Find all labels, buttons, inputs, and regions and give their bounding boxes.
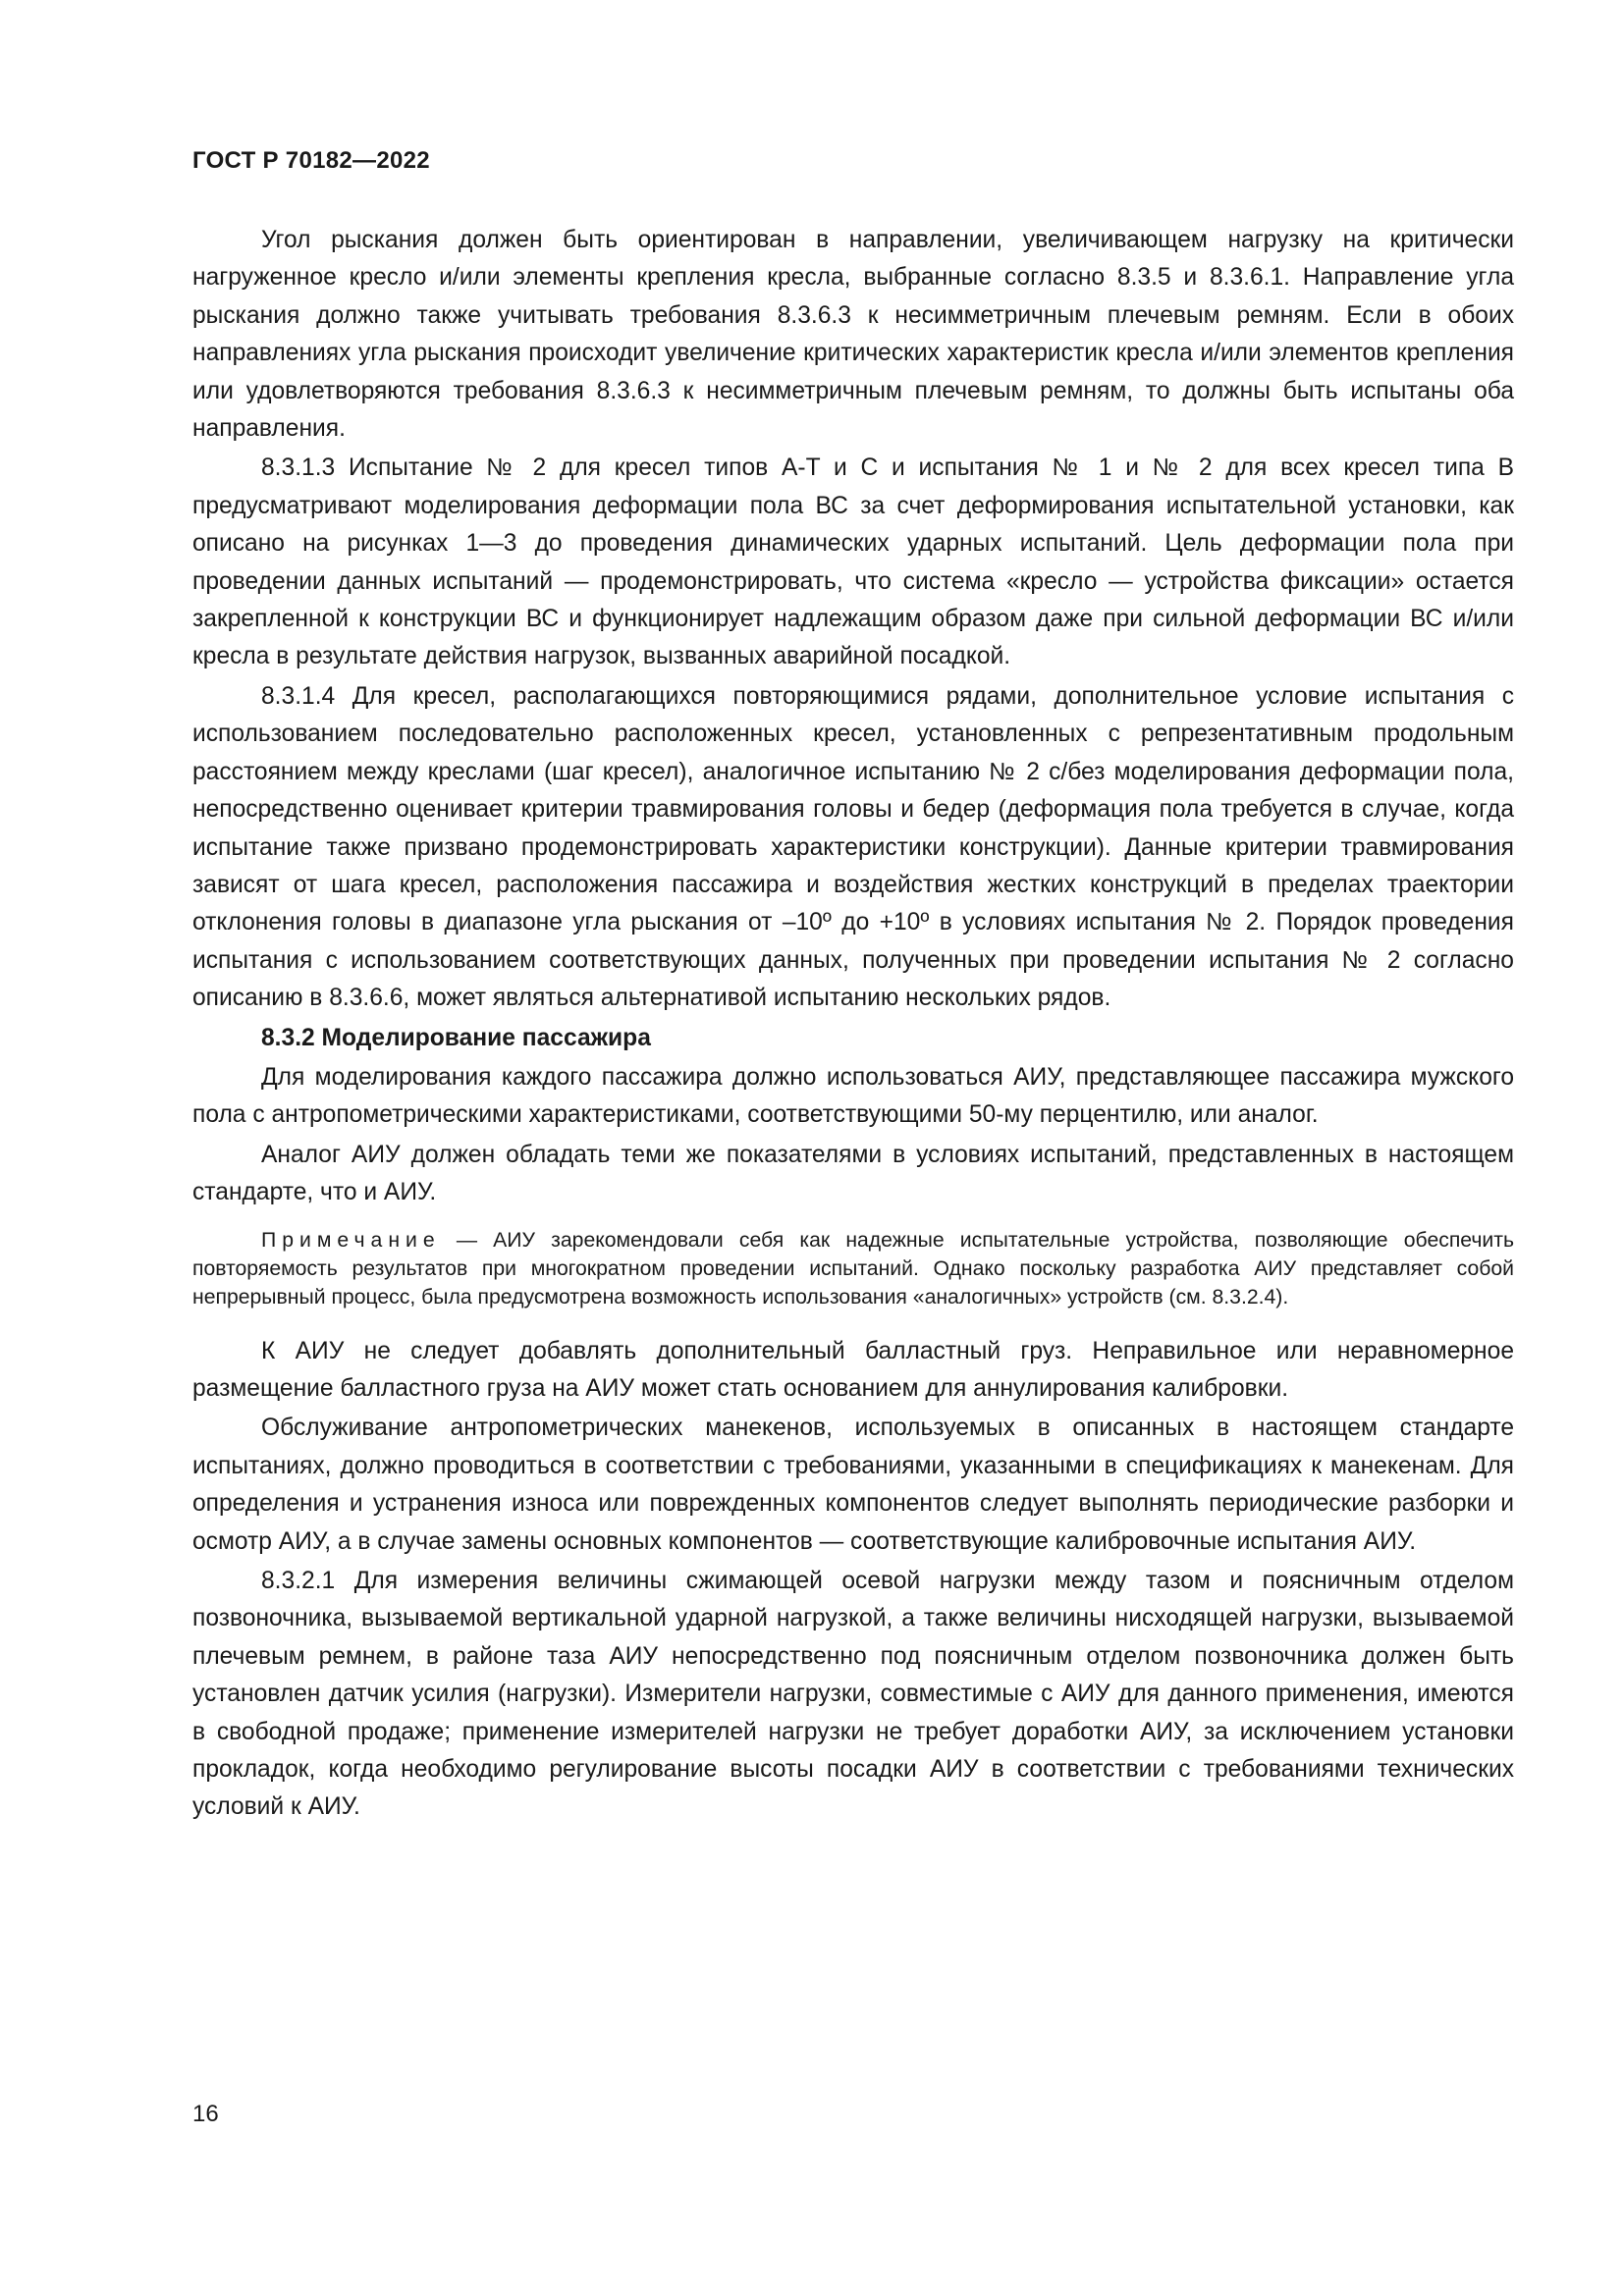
document-header: ГОСТ Р 70182—2022 [192, 147, 430, 174]
paragraph-8-3-1-3: 8.3.1.3 Испытание № 2 для кресел типов A-T и C и испытания № 1 и № 2 для всех кресел типа B предусматривают моделирования деформации пола ВС за счет деформирования испытательной установки, как описано на рисунках 1—3 до проведения динамических ударных испытаний. Цель деформации пола при проведении данных испытаний — продемонстрировать, что система «кресло — устройства фиксации» остается закрепленной к конструкции ВС и функционирует надлежащим образом даже при сильной деформации ВС и/или кресла в результате действия нагрузок, вызванных аварийной посадкой. [192, 454, 1514, 670]
note-text: — АИУ зарекомендовали себя как надежные испытательные устройства, позволяющие обеспечить повторяемость результатов при многократном проведении испытаний. Однако поскольку разработка АИУ представляет собой непрерывный процесс, была предусмотрена возможность использования «аналогичных» устройств (см. 8.3.2.4). [192, 1228, 1514, 1308]
paragraph-dummy-simulation: Для моделирования каждого пассажира должно использоваться АИУ, представляющее пассажира мужского пола с антропометрическими характеристиками, соответствующими 50-му перцентилю, или аналог. [192, 1063, 1514, 1129]
paragraph-ballast: К АИУ не следует добавлять дополнительный балластный груз. Неправильное или неравномерное размещение балластного груза на АИУ может стать основанием для аннулирования калибровки. [192, 1337, 1514, 1402]
note [192, 1226, 1514, 1311]
page-number: 16 [192, 2101, 219, 2127]
paragraph-maintenance: Обслуживание антропометрических манекенов, используемых в описанных в настоящем стандарте испытаниях, должно проводиться в соответствии с требованиями, указанными в спецификациях к манекенам. Для определения и устранения износа или поврежденных компонентов следует выполнять периодические разборки и осмотр АИУ, а в случае замены основных компонентов — соответствующие калибровочные испытания АИУ. [192, 1415, 1514, 1555]
section-heading-8-3-2: 8.3.2 Моделирование пассажира [261, 1024, 651, 1051]
paragraph-dummy-analog: Аналог АИУ должен обладать теми же показателями в условиях испытаний, представленных в настоящем стандарте, что и АИУ. [192, 1141, 1514, 1206]
document-body [192, 222, 1514, 1829]
paragraph-yaw-angle: Угол рыскания должен быть ориентирован в направлении, увеличивающем нагрузку на критически нагруженное кресло и/или элементы крепления кресла, выбранные согласно 8.3.5 и 8.3.6.1. Направление угла рыскания должно также учитывать требования 8.3.6.3 к несимметричным плечевым ремням. Если в обоих направлениях угла рыскания происходит увеличение критических характеристик кресла и/или элементов крепления или удовлетворяются требования 8.3.6.3 к несимметричным плечевым ремням, то должны быть испытаны оба направления. [192, 227, 1514, 443]
paragraph-8-3-1-4: 8.3.1.4 Для кресел, располагающихся повторяющимися рядами, дополнительное условие испытания с использованием последовательно расположенных кресел, установленных с репрезентативным продольным расстоянием между креслами (шаг кресел), аналогичное испытанию № 2 с/без моделирования деформации пола, непосредственно оценивает критерии травмирования головы и бедер (деформация пола требуется в случае, когда испытание также призвано продемонстрировать характеристики конструкции). Данные критерии травмирования зависят от шага кресел, расположения пассажира и воздействия жестких конструкций в пределах траектории отклонения головы в диапазоне угла рыскания от –10º до +10º в условиях испытания № 2. Порядок проведения испытания с использованием соответствующих данных, полученных при проведении испытания № 2 согласно описанию в 8.3.6.6, может являться альтернативой испытанию нескольких рядов. [192, 682, 1514, 1012]
note-label: Примечание [261, 1228, 441, 1252]
paragraph-8-3-2-1: 8.3.2.1 Для измерения величины сжимающей осевой нагрузки между тазом и поясничным отделом позвоночника, вызываемой вертикальной ударной нагрузкой, а также величины нисходящей нагрузки, вызываемой плечевым ремнем, в районе таза АИУ непосредственно под поясничным отделом позвоночника должен быть установлен датчик усилия (нагрузки). Измерители нагрузки, совместимые с АИУ для данного применения, имеются в свободной продаже; применение измерителей нагрузки не требует доработки АИУ, за исключением установки прокладок, когда необходимо регулирование высоты посадки АИУ в соответствии с требованиями технических условий к АИУ. [192, 1568, 1514, 1821]
